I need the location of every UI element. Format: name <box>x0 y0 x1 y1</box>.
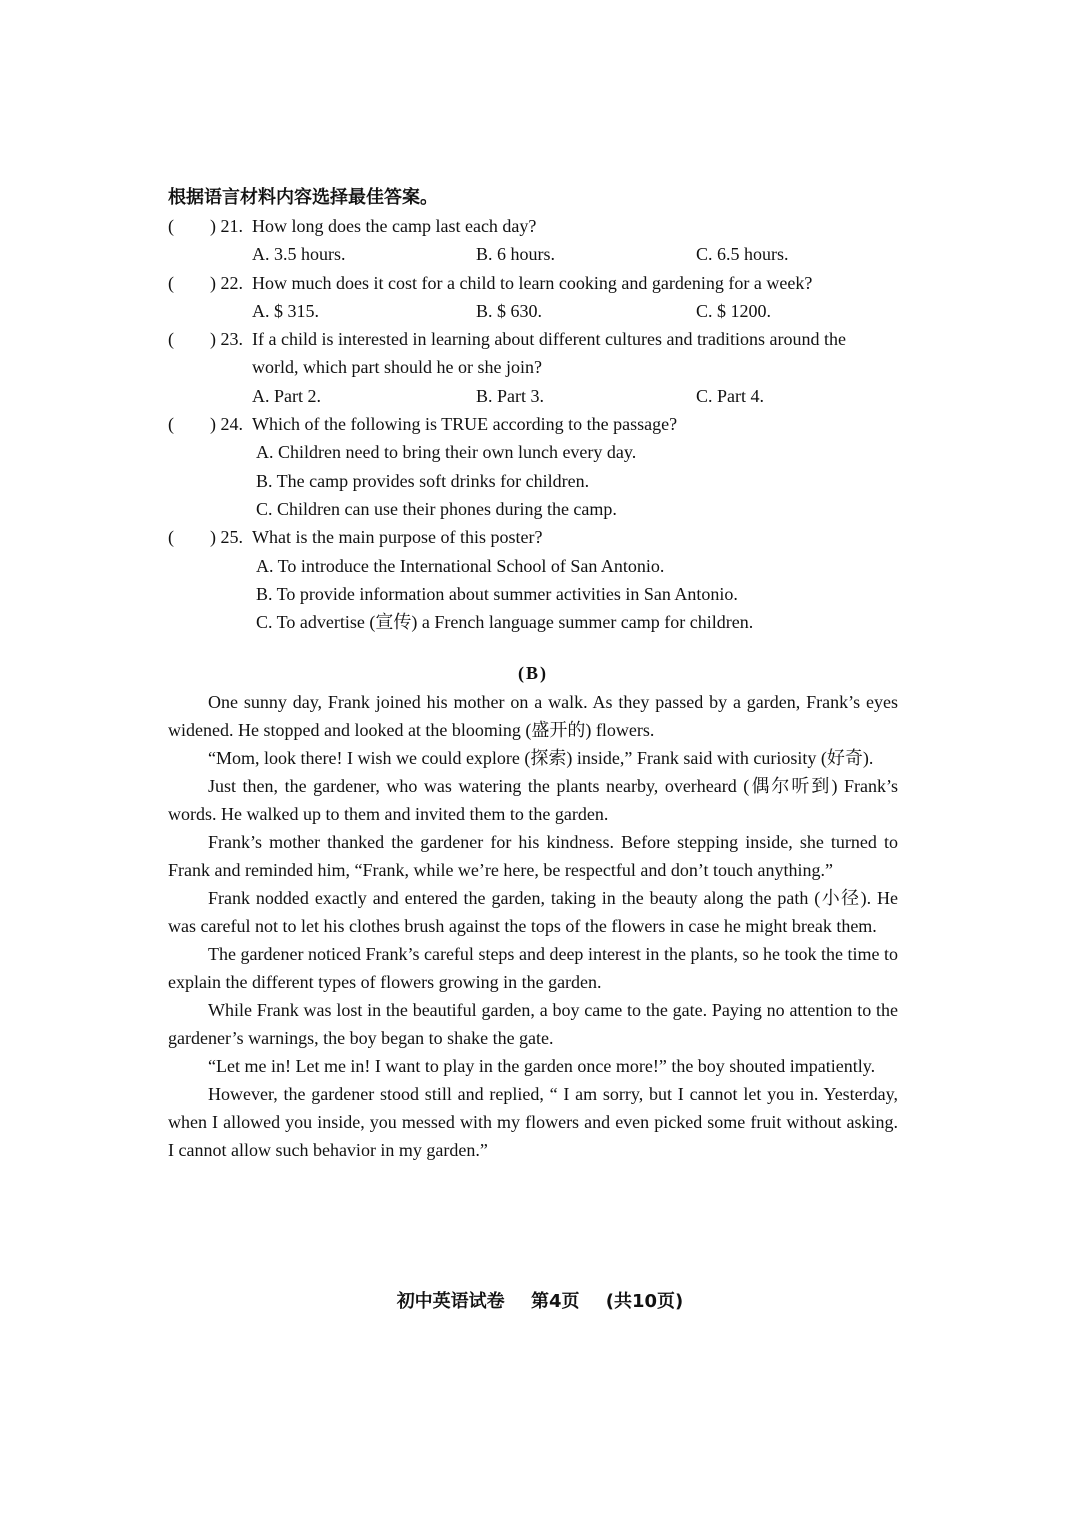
question-22 <box>168 269 898 326</box>
option-b: B. To provide information about summer activities in San Antonio. <box>256 583 738 604</box>
question-text: How long does the camp last each day? <box>252 216 537 236</box>
passage-paragraph: While Frank was lost in the beautiful garden, a boy came to the gate. Paying no attention to the gardener’s warnings, the boy began to shake the gate. <box>168 1000 898 1049</box>
option-a: A. Children need to bring their own lunch every day. <box>256 442 637 463</box>
answer-blank[interactable]: ( <box>168 216 174 236</box>
option-c: C. To advertise (宣传) a French language summer camp for children. <box>256 612 754 633</box>
page-content <box>168 184 898 1164</box>
passage-paragraph: “Mom, look there! I wish we could explore (探索) inside,” Frank said with curiosity (好奇). <box>208 748 874 769</box>
section-b-title: (B) <box>518 663 548 684</box>
answer-blank[interactable]: ( <box>168 414 174 435</box>
footer-exam-title: 初中英语试卷 <box>396 1291 505 1312</box>
option-b: B. Part 3. <box>476 385 545 406</box>
page-footer <box>0 1287 1080 1313</box>
question-text-continued: world, which part should he or she join? <box>252 357 542 378</box>
option-c: C. 6.5 hours. <box>696 244 789 265</box>
question-text: How much does it cost for a child to learn cooking and gardening for a week? <box>252 272 813 293</box>
question-text: If a child is interested in learning about different cultures and traditions around the <box>252 329 846 350</box>
passage-paragraph: One sunny day, Frank joined his mother on a walk. As they passed by a garden, Frank’s eyes widened. He stopped and looked at the blooming (盛开的) flowers. <box>168 692 898 741</box>
passage-paragraph: Frank’s mother thanked the gardener for his kindness. Before stepping inside, she turned to Frank and reminded him, “Frank, while we’re here, be respectful and don’t touch anything.” <box>168 832 898 881</box>
option-b: B. $ 630. <box>476 300 543 321</box>
instruction: 根据语言材料内容选择最佳答案。 <box>168 187 438 208</box>
option-c: C. Part 4. <box>696 385 765 406</box>
footer-total-pages: (共10页) <box>605 1291 684 1312</box>
passage-paragraph: Frank nodded exactly and entered the garden, taking in the beauty along the path (小径). He was careful not to let his clothes brush against the tops of the flowers in case he might break them. <box>168 888 898 937</box>
option-a: A. Part 2. <box>252 385 321 406</box>
passage-paragraph: However, the gardener stood still and replied, “ I am sorry, but I cannot let you in. Yesterday, when I allowed you inside, you messed with my flowers and even picked some fruit without asking. I cannot allow such behavior in my garden.” <box>168 1084 898 1161</box>
passage-paragraph: “Let me in! Let me in! I want to play in the garden once more!” the boy shouted impatiently. <box>208 1056 876 1077</box>
question-24 <box>168 410 898 523</box>
answer-blank[interactable]: ( <box>168 272 174 293</box>
question-number: ) 24. <box>210 414 243 435</box>
question-number: ) 22. <box>210 272 243 293</box>
option-a: A. $ 315. <box>252 300 319 321</box>
option-a: A. To introduce the International School of San Antonio. <box>256 555 665 576</box>
option-c: C. $ 1200. <box>696 300 772 321</box>
passage-b <box>168 688 898 1164</box>
answer-blank[interactable]: ( <box>168 329 174 350</box>
passage-paragraph: The gardener noticed Frank’s careful steps and deep interest in the plants, so he took the time to explain the different types of flowers growing in the garden. <box>168 944 898 993</box>
passage-paragraph: Just then, the gardener, who was watering the plants nearby, overheard (偶尔听到) Frank’s words. He walked up to them and invited them to the garden. <box>168 776 898 825</box>
option-b: B. 6 hours. <box>476 244 556 265</box>
question-25 <box>168 523 898 636</box>
option-a: A. 3.5 hours. <box>252 244 346 265</box>
option-c: C. Children can use their phones during the camp. <box>256 498 617 519</box>
question-text: Which of the following is TRUE according to the passage? <box>252 414 678 435</box>
question-23 <box>168 325 898 410</box>
question-number: ) 21. <box>210 216 243 236</box>
footer-page-number: 第4页 <box>530 1291 580 1312</box>
question-number: ) 25. <box>210 527 243 548</box>
question-21 <box>168 212 898 269</box>
answer-blank[interactable]: ( <box>168 527 174 548</box>
question-number: ) 23. <box>210 329 243 350</box>
question-text: What is the main purpose of this poster? <box>252 527 543 548</box>
option-b: B. The camp provides soft drinks for children. <box>256 470 590 491</box>
